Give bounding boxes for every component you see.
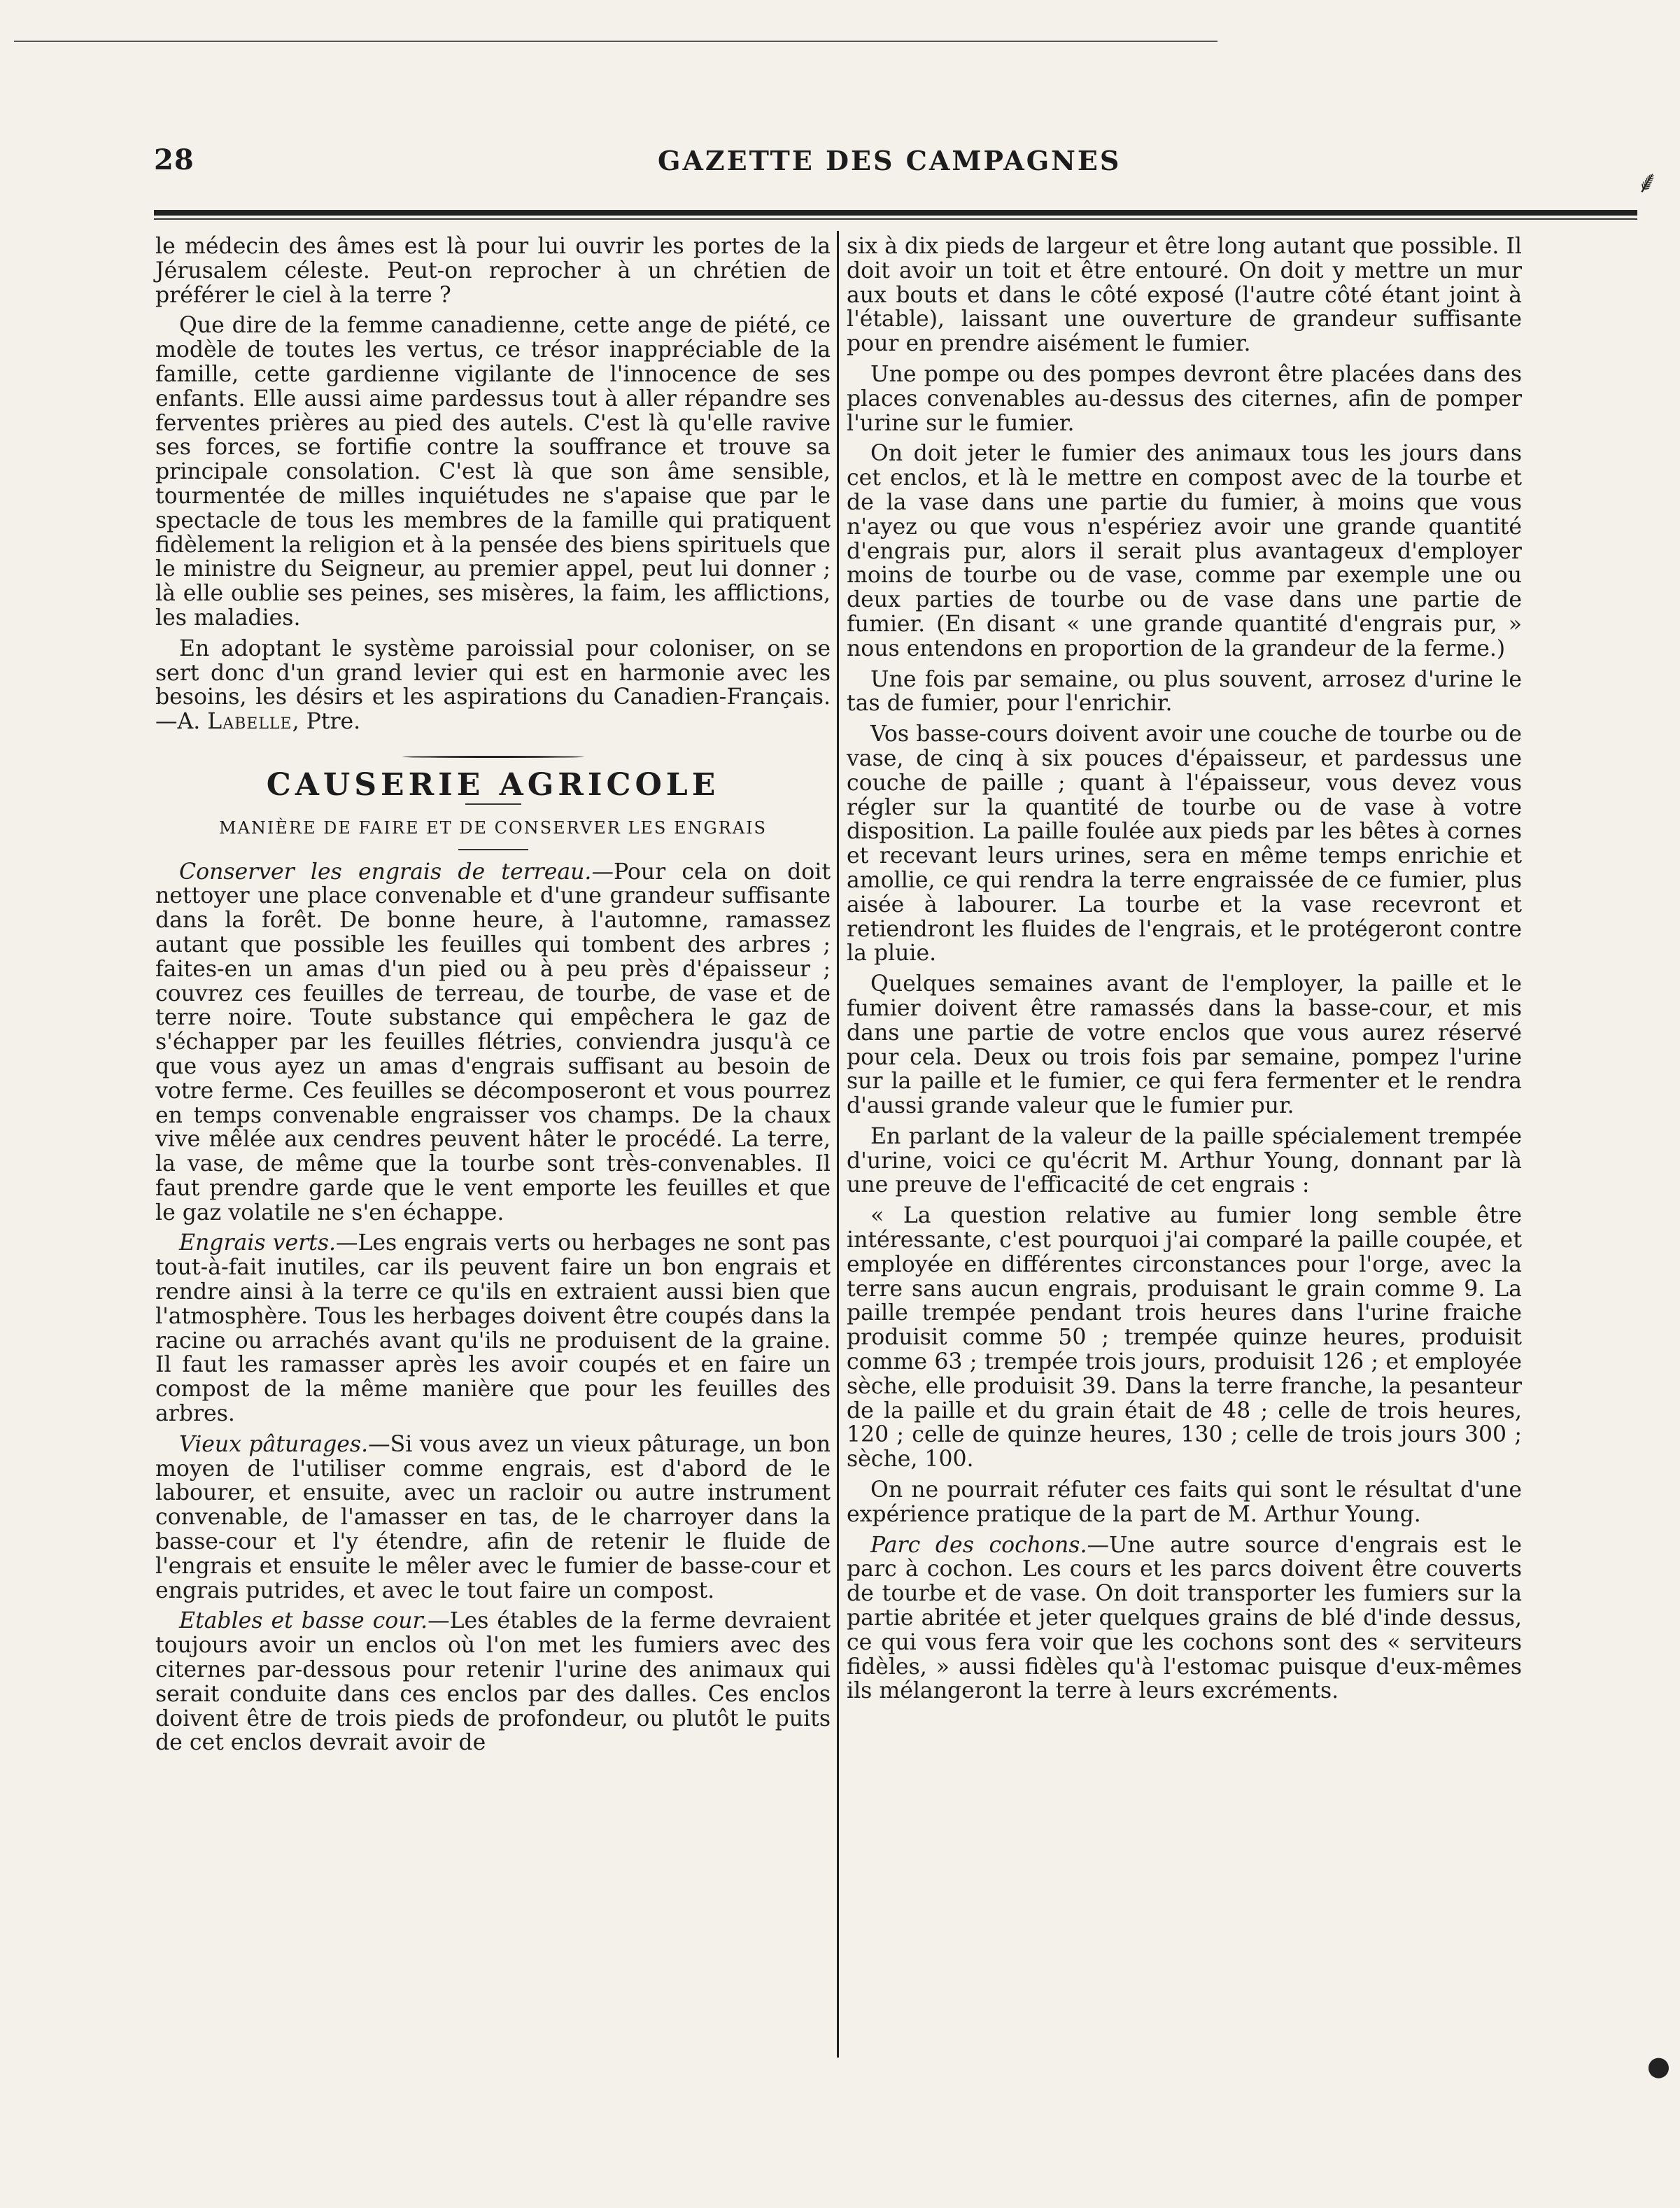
subtitle-rule <box>458 849 528 850</box>
page-header <box>154 143 1637 185</box>
author-name: Labelle <box>207 709 292 735</box>
paragraph: Que dire de la femme canadienne, cette ange de piété, ce modèle de toutes les vertus, ce trésor inappréciable de la famille, cette gardienne vigilante de l'innocence de ses enfants. Elle aussi aime pardessus tout à aller répandre ses ferventes prières au pied des autels. C'est là qu'elle ravive ses forces, se fortifie contre la souffrance et trouve sa principale consolation. C'est là que son âme sensible, tourmentée de milles inquiétudes ne s'apaise que par le spectacle de tous les membres de la famille qui pratiquent fidèlement la religion et à la pensée des biens spirituels que le ministre du Seigneur, au premier appel, peut lui donner ; là elle oublie ses peines, ses misères, la faim, les afflictions, les maladies. <box>155 313 831 631</box>
section-subtitle: MANIÈRE DE FAIRE ET DE CONSERVER LES ENGRAIS <box>219 817 767 838</box>
paragraph: On doit jeter le fumier des animaux tous les jours dans cet enclos, et là le mettre en compost avec de la tourbe et de la vase dans une partie du fumier, à moins que vous n'ayez ou que vous n'espériez avoir une grande quantité d'engrais pur, alors il serait plus avantageux d'employer moins de tourbe ou de vase, comme par exemple une ou deux parties de tourbe ou de vase dans une partie de fumier. (En disant « une grande quantité d'engrais pur, » nous entendons en proportion de la grandeur de la ferme.) <box>847 441 1522 661</box>
paragraph-heading: Vieux pâturages. <box>179 1431 369 1457</box>
paragraph-heading: Parc des cochons. <box>870 1532 1087 1558</box>
paragraph-heading: Engrais verts. <box>179 1230 336 1256</box>
paragraph: En parlant de la valeur de la paille spécialement trempée d'urine, voici ce qu'écrit M. Arthur Young, donnant par là une preuve de l'efficacité de cet engrais : <box>847 1123 1522 1198</box>
paragraph: Conserver les engrais de terreau.—Pour cela on doit nettoyer une place convenable et d'une grandeur suffisante dans la forêt. De bonne heure, à l'automne, ramassez autant que possible les feuilles qui tombent des arbres ; faites-en un amas d'un pied ou à peu près d'épaisseur ; couvrez ces feuilles de terreau, de tourbe, de vase et de terre noire. Toute substance qui empêchera le gaz de s'échapper par les feuilles flétries, conviendra jusqu'à ce que vous ayez un amas d'engrais suffisant au besoin de votre ferme. Ces feuilles se décomposeront et vous pourrez en temps convenable engraisser vos champs. De la chaux vive mêlée aux cendres peuvent hâter le procédé. La terre, la vase, de même que la tourbe sont très-convenables. Il faut prendre garde que le vent emporte les feuilles et que le gaz volatile ne s'en échappe. <box>155 859 831 1225</box>
header-thick-rule <box>154 210 1637 216</box>
top-border-line <box>14 41 1217 42</box>
paragraph-heading: Conserver les engrais de terreau. <box>179 859 592 885</box>
title-rule <box>465 803 521 805</box>
masthead-title: GAZETTE DES CAMPAGNES <box>658 145 1122 176</box>
margin-ink-blot-icon: ● <box>1646 2051 1670 2081</box>
paragraph: Une fois par semaine, ou plus souvent, arrosez d'urine le tas de fumier, pour l'enrichir. <box>847 666 1522 717</box>
right-column <box>847 234 1522 1710</box>
paragraph: six à dix pieds de largeur et être long autant que possible. Il doit avoir un toit et être entouré. On doit y mettre un mur aux bouts et dans le côté exposé (l'autre côté étant joint à l'étable), laissant une ouverture de grandeur suffisante pour en prendre aisément le fumier. <box>847 234 1522 357</box>
paragraph: Une pompe ou des pompes devront être placées dans des places convenables au-dessus des citernes, afin de pomper l'urine sur le fumier. <box>847 361 1522 436</box>
left-column <box>155 234 831 1762</box>
section-ornament-rule <box>402 748 584 766</box>
column-divider <box>837 231 839 2058</box>
corner-ink-mark-icon: ⸙ <box>1636 164 1659 200</box>
paragraph: Parc des cochons.—Une autre source d'engrais est le parc à cochon. Les cours et les parcs doivent être couverts de tourbe et de vase. On doit transporter les fumiers sur la partie abritée et jeter quelques grains de blé d'inde dessus, ce qui vous fera voir que les cochons sont des « serviteurs fidèles, » aussi fidèles qu'à l'estomac puisque d'eux-mêmes ils mélangeront la terre à leurs excréments. <box>847 1532 1522 1704</box>
paragraph: Quelques semaines avant de l'employer, la paille et le fumier doivent être ramassés dans la basse-cour, et mis dans une partie de votre enclos que vous aurez réservé pour cela. Deux ou trois fois par semaine, pompez l'urine sur la paille et le fumier, ce qui fera fermenter et le rendra d'aussi grande valeur que le fumier pur. <box>847 971 1522 1119</box>
header-thin-rule <box>154 218 1637 220</box>
paragraph: On ne pourrait réfuter ces faits qui sont le résultat d'une expérience pratique de la part de M. Arthur Young. <box>847 1477 1522 1527</box>
paragraph: « La question relative au fumier long semble être intéressante, c'est pourquoi j'ai comparé la paille coupée, et employée en différentes circonstances pour l'orge, avec la terre sans aucun engrais, produisant le grain comme 9. La paille trempée pendant trois heures dans l'urine fraiche produisit comme 50 ; trempée quinze heures, produisit comme 63 ; trempée trois jours, produisit 126 ; et employée sèche, elle produisit 39. Dans la terre franche, la pesanteur de la paille et du grain était de 48 ; celle de trois heures, 120 ; celle de quinze heures, 130 ; celle de trois jours 300 ; sèche, 100. <box>847 1203 1522 1472</box>
section-title: CAUSERIE AGRICOLE <box>266 766 720 803</box>
page-number: 28 <box>154 143 195 176</box>
paragraph: En adoptant le système paroissial pour coloniser, on se sert donc d'un grand levier qui est en harmonie avec les besoins, les désirs et les aspirations du Canadien-Français.—A. Labelle, Ptre. <box>155 635 831 735</box>
paragraph: Vieux pâturages.—Si vous avez un vieux pâturage, un bon moyen de l'utiliser comme engrais, est d'abord de le labourer, et ensuite, avec un racloir ou autre instrument convenable, de l'amasser en tas, de le charroyer dans la basse-cour et l'y étendre, afin de retenir le fluide de l'engrais et ensuite le mêler avec le fumier de basse-cour et engrais putrides, et avec le tout faire un compost. <box>155 1431 831 1603</box>
paragraph: le médecin des âmes est là pour lui ouvrir les portes de la Jérusalem céleste. Peut-on reprocher à un chrétien de préférer le ciel à la terre ? <box>155 234 831 308</box>
paragraph: Engrais verts.—Les engrais verts ou herbages ne sont pas tout-à-fait inutiles, car ils peuvent faire un bon engrais et rendre ainsi à la terre ce qu'ils en extraient aussi bien que l'atmosphère. Tous les herbages doivent être coupés dans la racine ou arrachés avant qu'ils ne produisent de la graine. Il faut les ramasser après les avoir coupés et en faire un compost de la même manière que pour les feuilles des arbres. <box>155 1230 831 1427</box>
paragraph: Vos basse-cours doivent avoir une couche de tourbe ou de vase, de cinq à six pouces d'épaisseur, et pardessus une couche de paille ; quant à l'épaisseur, vous devez vous régler sur la quantité de tourbe ou de vase à votre disposition. La paille foulée aux pieds par les bêtes à cornes et recevant leurs urines, sera en même temps enrichie et amollie, ce qui rendra la terre engraissée de ce fumier, plus aisée à labourer. La tourbe et la vase recevront et retiendront les fluides de l'engrais, et le protégeront contre la pluie. <box>847 722 1522 966</box>
paragraph-heading: Etables et basse cour. <box>179 1608 428 1634</box>
paragraph: Etables et basse cour.—Les étables de la ferme devraient toujours avoir un enclos où l'on met les fumiers avec des citernes par-dessous pour retenir l'urine des animaux qui serait conduite dans ces enclos par des dalles. Ces enclos doivent être de trois pieds de profondeur, ou plutôt le puits de cet enclos devrait avoir de <box>155 1608 831 1756</box>
